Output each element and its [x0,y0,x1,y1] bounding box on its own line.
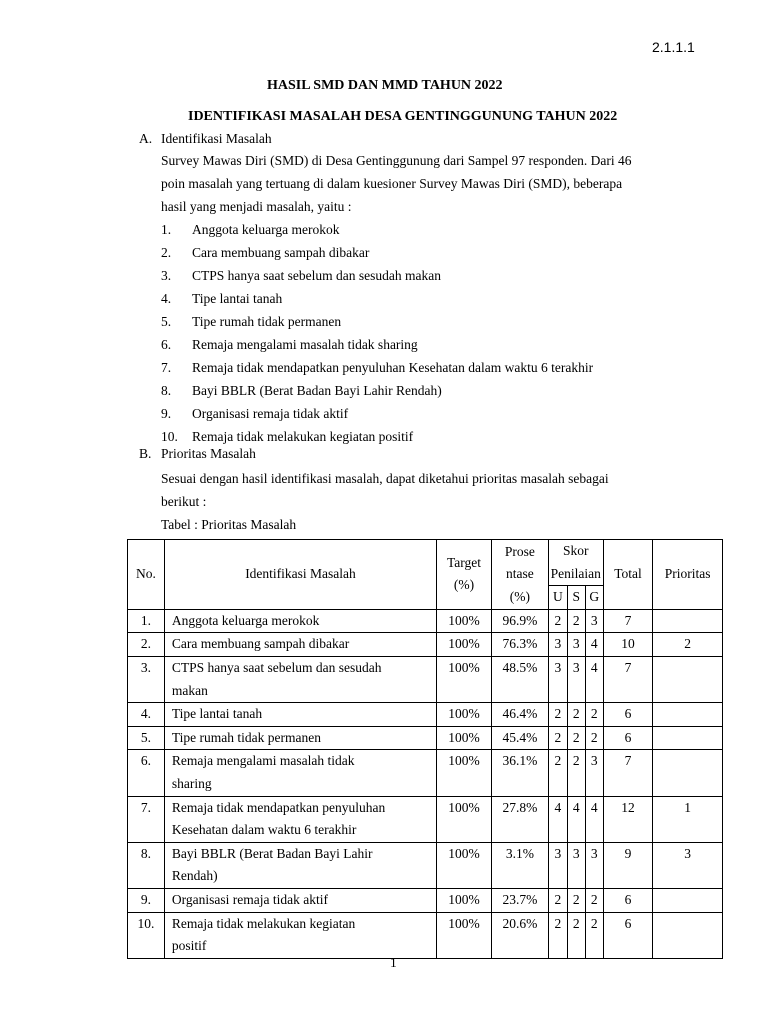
cell-s: 2 [567,750,585,796]
header-score: Skor [548,540,603,563]
problem-list-item [161,264,593,287]
cell-no: 4. [128,703,165,727]
cell-s: 3 [567,842,585,888]
header-target [437,540,492,610]
cell-s: 2 [567,888,585,912]
section-a-paragraph [161,149,632,218]
problem-list-text: Organisasi remaja tidak aktif [192,406,349,421]
problem-list-item [161,310,593,333]
cell-u: 3 [548,656,567,702]
paragraph-line: berikut : [161,494,207,509]
header-target-line: (%) [453,577,475,593]
cell-no: 2. [128,633,165,657]
cell-total: 9 [603,842,653,888]
cell-s: 3 [567,633,585,657]
table-caption: Tabel : Prioritas Masalah [161,517,297,532]
section-b-heading: Prioritas Masalah [161,446,256,461]
header-priority: Prioritas [653,540,723,610]
cell-problem [164,750,436,796]
cell-problem [164,842,436,888]
table-row [128,726,723,750]
cell-priority: 3 [653,842,723,888]
cell-problem [164,656,436,702]
paragraph-line: hasil yang menjadi masalah, yaitu : [161,199,352,214]
cell-total: 6 [603,888,653,912]
cell-problem [164,703,436,727]
cell-problem-line: makan [171,682,208,698]
cell-priority [653,656,723,702]
priority-table [127,539,723,959]
header-target-line: Target [446,554,481,570]
cell-total: 7 [603,656,653,702]
table-header-row [128,540,723,563]
cell-target: 100% [437,633,492,657]
cell-no: 7. [128,796,165,842]
cell-u: 2 [548,912,567,958]
cell-s: 2 [567,703,585,727]
cell-total: 10 [603,633,653,657]
section-b-marker: B. [139,446,152,461]
cell-u: 2 [548,750,567,796]
cell-priority [653,609,723,633]
cell-percentage: 45.4% [491,726,548,750]
cell-problem [164,888,436,912]
problem-list-number: 10. [161,429,178,444]
cell-g: 4 [585,633,603,657]
cell-g: 2 [585,726,603,750]
cell-no: 9. [128,888,165,912]
cell-g: 4 [585,796,603,842]
table-row [128,796,723,842]
cell-no: 5. [128,726,165,750]
cell-no: 1. [128,609,165,633]
cell-g: 3 [585,750,603,796]
cell-priority: 1 [653,796,723,842]
cell-problem-line: Kesehatan dalam waktu 6 terakhir [171,822,357,838]
cell-u: 4 [548,796,567,842]
header-problem: Identifikasi Masalah [164,540,436,610]
cell-s: 2 [567,609,585,633]
problem-list-number: 5. [161,314,172,329]
problem-list-item [161,379,593,402]
header-pct-line: Prose [504,543,535,559]
section-a-marker: A. [139,131,153,146]
problem-list-number: 1. [161,222,172,237]
cell-total: 7 [603,750,653,796]
cell-u: 2 [548,726,567,750]
problem-list-text: Tipe rumah tidak permanen [192,314,342,329]
problem-list-number: 9. [161,406,172,421]
problem-list-text: CTPS hanya saat sebelum dan sesudah makan [192,268,441,283]
cell-no: 10. [128,912,165,958]
paragraph-line: Survey Mawas Diri (SMD) di Desa Gentinggunung dari Sampel 97 responden. Dari 46 [161,153,632,168]
problem-list-item [161,356,593,379]
problem-list-item [161,241,593,264]
cell-problem-line: Remaja tidak mendapatkan penyuluhan [171,799,386,815]
paragraph-line: poin masalah yang tertuang di dalam kuesioner Survey Mawas Diri (SMD), beberapa [161,176,623,191]
problem-list-text: Cara membuang sampah dibakar [192,245,370,260]
cell-s: 3 [567,656,585,702]
cell-percentage: 48.5% [491,656,548,702]
cell-problem-line: Tipe lantai tanah [171,706,263,722]
problem-list-number: 6. [161,337,172,352]
page-title: HASIL SMD DAN MMD TAHUN 2022 [267,78,503,93]
cell-problem-line: Remaja mengalami masalah tidak [171,753,355,769]
header-pct-line: (%) [509,588,530,604]
cell-priority [653,888,723,912]
cell-priority [653,750,723,796]
cell-problem [164,633,436,657]
cell-target: 100% [437,842,492,888]
problem-list-text: Remaja tidak melakukan kegiatan positif [192,429,414,444]
problem-list-text: Bayi BBLR (Berat Badan Bayi Lahir Rendah) [192,383,442,398]
section-a-heading: Identifikasi Masalah [161,131,272,146]
header-score-sub: Penilaian [548,563,603,586]
problem-list-number: 3. [161,268,172,283]
cell-target: 100% [437,726,492,750]
problem-list-item [161,333,593,356]
cell-target: 100% [437,912,492,958]
problem-list-item [161,218,593,241]
header-pct-line: ntase [506,566,534,582]
problem-list-text: Tipe lantai tanah [192,291,283,306]
cell-no: 3. [128,656,165,702]
header-no: No. [128,540,165,610]
cell-g: 4 [585,656,603,702]
cell-no: 8. [128,842,165,888]
problem-list-number: 7. [161,360,172,375]
cell-u: 2 [548,888,567,912]
cell-percentage: 46.4% [491,703,548,727]
header-g: G [585,586,603,610]
table-row [128,888,723,912]
cell-problem-line: Bayi BBLR (Berat Badan Bayi Lahir [171,845,373,861]
cell-target: 100% [437,656,492,702]
problem-list-item [161,425,593,448]
cell-total: 6 [603,912,653,958]
cell-g: 2 [585,888,603,912]
cell-u: 2 [548,703,567,727]
page-number: 1 [390,955,397,970]
cell-percentage: 27.8% [491,796,548,842]
cell-total: 6 [603,726,653,750]
problem-list-item [161,287,593,310]
cell-problem-line: positif [171,938,207,954]
cell-percentage: 76.3% [491,633,548,657]
cell-s: 2 [567,912,585,958]
table-row [128,842,723,888]
cell-no: 6. [128,750,165,796]
cell-problem [164,726,436,750]
cell-g: 3 [585,609,603,633]
cell-priority: 2 [653,633,723,657]
table-row [128,750,723,796]
cell-target: 100% [437,609,492,633]
cell-problem-line: Rendah) [171,868,218,884]
document-code: 2.1.1.1 [652,39,695,55]
table-row [128,656,723,702]
cell-target: 100% [437,750,492,796]
cell-u: 3 [548,842,567,888]
cell-g: 3 [585,842,603,888]
header-s: S [567,586,585,610]
cell-problem [164,609,436,633]
cell-problem-line: Remaja tidak melakukan kegiatan [171,915,356,931]
table-row [128,912,723,958]
cell-priority [653,912,723,958]
cell-total: 12 [603,796,653,842]
paragraph-line: Sesuai dengan hasil identifikasi masalah, dapat diketahui prioritas masalah sebagai [161,471,609,486]
cell-s: 4 [567,796,585,842]
problem-list-number: 4. [161,291,172,306]
header-percentage [491,540,548,610]
cell-problem-line: CTPS hanya saat sebelum dan sesudah [171,659,382,675]
cell-problem-line: Organisasi remaja tidak aktif [171,891,328,907]
problem-list-number: 2. [161,245,172,260]
problem-list-text: Remaja tidak mendapatkan penyuluhan Kesehatan dalam waktu 6 terakhir [192,360,594,375]
header-u: U [548,586,567,610]
cell-problem-line: sharing [171,775,212,791]
header-total: Total [603,540,653,610]
problem-list [161,218,593,448]
cell-g: 2 [585,912,603,958]
cell-total: 7 [603,609,653,633]
cell-g: 2 [585,703,603,727]
cell-problem [164,912,436,958]
cell-priority [653,726,723,750]
problem-list-item [161,402,593,425]
cell-problem [164,796,436,842]
cell-target: 100% [437,796,492,842]
table-row [128,703,723,727]
cell-percentage: 3.1% [491,842,548,888]
cell-percentage: 96.9% [491,609,548,633]
cell-s: 2 [567,726,585,750]
table-row [128,633,723,657]
cell-total: 6 [603,703,653,727]
cell-percentage: 36.1% [491,750,548,796]
cell-percentage: 20.6% [491,912,548,958]
cell-problem-line: Tipe rumah tidak permanen [171,729,321,745]
cell-percentage: 23.7% [491,888,548,912]
cell-u: 2 [548,609,567,633]
cell-target: 100% [437,888,492,912]
problem-list-text: Anggota keluarga merokok [192,222,340,237]
cell-u: 3 [548,633,567,657]
cell-problem-line: Cara membuang sampah dibakar [171,636,350,652]
problem-list-number: 8. [161,383,172,398]
cell-target: 100% [437,703,492,727]
cell-problem-line: Anggota keluarga merokok [171,612,320,628]
page-subtitle: IDENTIFIKASI MASALAH DESA GENTINGGUNUNG TAHUN 2022 [188,109,618,124]
cell-priority [653,703,723,727]
section-b-paragraph [161,467,609,536]
problem-list-text: Remaja mengalami masalah tidak sharing [192,337,418,352]
table-row [128,609,723,633]
